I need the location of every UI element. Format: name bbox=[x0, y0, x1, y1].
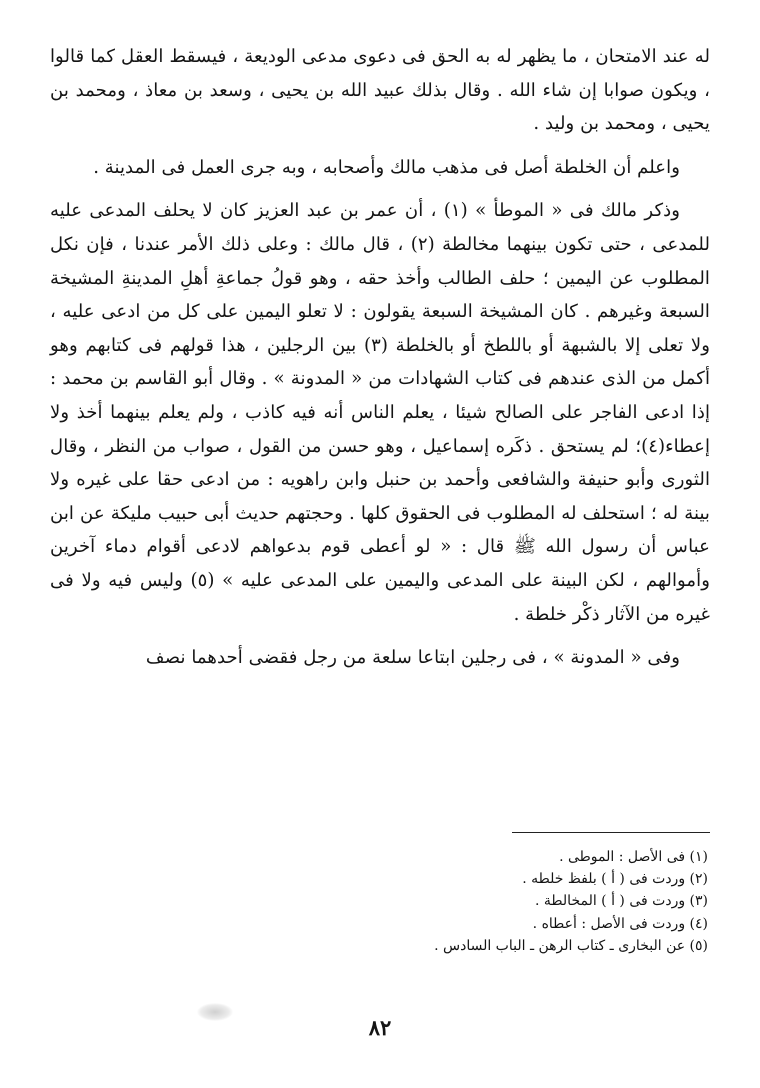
paragraph-1: له عند الامتحان ، ما يظهر له به الحق فى دعوى مدعى الوديعة ، فيسقط العقل كما قالوا ، ويكون صوابا إن شاء الله . وقال بذلك عبيد الله بن يحيى ، وسعد بن معاذ ، ومحمد بن يحيى ، ومحمد بن وليد . bbox=[50, 46, 710, 135]
footnote-2: (٢) وردت فى ( أ ) بلفظ خلطه . bbox=[522, 871, 708, 888]
document-page bbox=[50, 40, 710, 1040]
library-stamp-icon bbox=[197, 1003, 233, 1021]
paragraph-3: وذكر مالك فى « الموطأ » (١) ، أن عمر بن عبد العزيز كان لا يحلف المدعى عليه للمدعى ، حتى تكون بينهما مخالطة (٢) ، قال مالك : وعلى ذلك الأمر عندنا ، فإن نكل المطلوب عن اليمين ؛ حلف الطالب وأخذ حقه ، وهو قولُ جماعةِ أهلِ المدينةِ المشيخة السبعة وغيرهم . كان المشيخة السبعة يقولون : لا تعلو اليمين على كل من ادعى عليه ، ولا تعلى إلا بالشبهة أو باللطخ أو بالخلطة (٣) بين الرجلين ، هذا قولهم فى كتابهم وهو أكمل من الذى عندهم فى كتاب الشهادات من « المدونة » . وقال أبو القاسم بن محمد : إذا ادعى الفاجر على الصالح شيئا ، يعلم الناس أنه فيه كاذب ، ولم يعلم بينهما أخذ ولا إعطاء(٤)؛ لم يستحق . ذكَره إسماعيل ، وهو حسن من القول ، صواب من النظر ، وقال الثورى وأبو حنيفة والشافعى وأحمد بن حنبل وابن راهويه : من ادعى حقا على غيره ولا بينة له ؛ استحلف له المطلوب فى الحقوق كلها . وحجتهم حديث أبى حبيب مليكة عن ابن عباس أن رسول الله ﷺ قال : « لو أعطى قوم بدعواهم لادعى أقوام دماء آخرين وأموالهم ، لكن البينة على المدعى واليمين على المدعى عليه » (٥) وليس فيه ولا فى غيره من الآثار ذكْر خلطة . bbox=[50, 200, 710, 625]
footnote-separator bbox=[512, 832, 710, 833]
footnote-1: (١) فى الأصل : الموطى . bbox=[559, 849, 708, 865]
paragraph-2: واعلم أن الخلطة أصل فى مذهب مالك وأصحابه ، وبه جرى العمل فى المدينة . bbox=[93, 156, 680, 178]
main-text bbox=[50, 40, 710, 675]
footnote-4: (٤) وردت فى الأصل : أعطاه . bbox=[532, 915, 708, 932]
paragraph-4: وفى « المدونة » ، فى رجلين ابتاعا سلعة من رجل فقضى أحدهما نصف bbox=[145, 647, 680, 669]
page-number: ٨٢ bbox=[368, 1015, 392, 1040]
footnote-3: (٣) وردت فى ( أ ) المخالطة . bbox=[535, 893, 708, 910]
footnotes bbox=[50, 846, 710, 957]
footnote-5: (٥) عن البخارى ـ كتاب الرهن ـ الباب السادس . bbox=[434, 937, 708, 954]
